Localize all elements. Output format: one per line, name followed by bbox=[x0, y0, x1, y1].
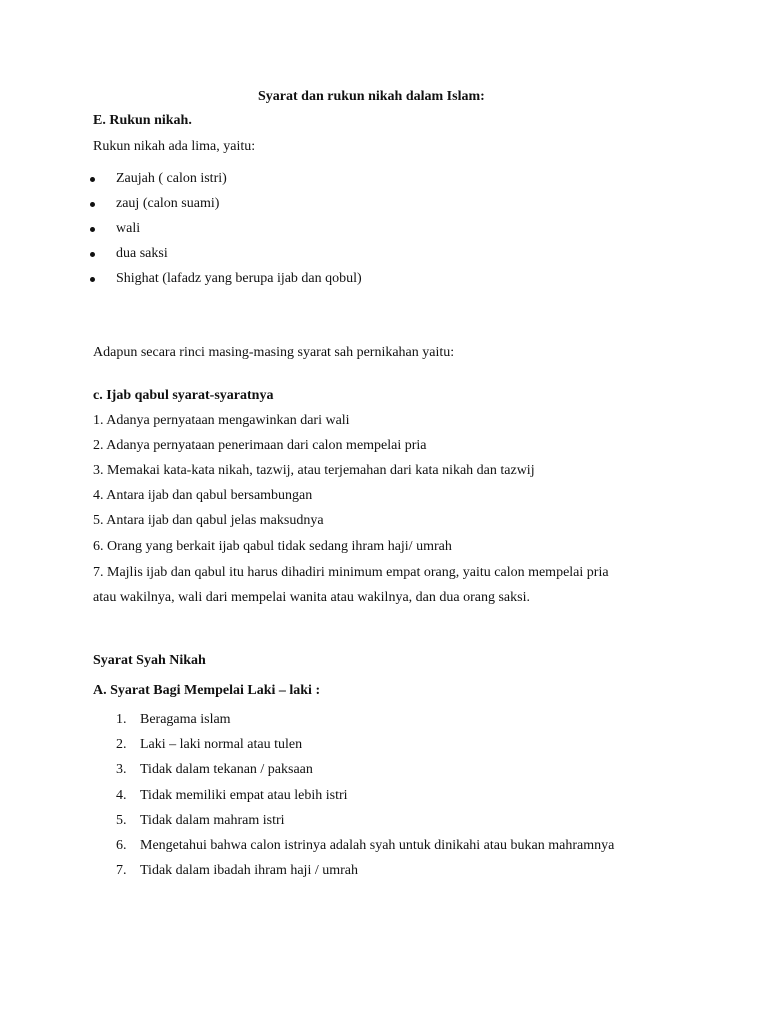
list-item: 5. Antara ijab dan qabul jelas maksudnya bbox=[93, 513, 324, 528]
bullet-text: wali bbox=[116, 221, 141, 236]
bullet-icon bbox=[90, 202, 95, 207]
bullet-icon bbox=[90, 277, 95, 282]
list-text: Laki – laki normal atau tulen bbox=[140, 737, 303, 752]
syarat-mempelai-subheading: A. Syarat Bagi Mempelai Laki – laki : bbox=[93, 683, 321, 698]
list-number: 1. bbox=[116, 712, 127, 727]
detail-intro: Adapun secara rinci masing-masing syarat sah pernikahan yaitu: bbox=[93, 345, 455, 360]
list-item: 3. Memakai kata-kata nikah, tazwij, atau terjemahan dari kata nikah dan tazwij bbox=[93, 463, 535, 478]
list-item: 4. Antara ijab dan qabul bersambungan bbox=[93, 488, 313, 503]
bullet-text: Zaujah ( calon istri) bbox=[116, 171, 227, 186]
syarat-syah-heading: Syarat Syah Nikah bbox=[93, 653, 206, 668]
bullet-icon bbox=[90, 227, 95, 232]
list-text: Tidak memiliki empat atau lebih istri bbox=[140, 788, 348, 803]
list-item: 1. Adanya pernyataan mengawinkan dari wali bbox=[93, 413, 350, 428]
list-text: Beragama islam bbox=[140, 712, 231, 727]
list-text: Tidak dalam tekanan / paksaan bbox=[140, 762, 313, 777]
list-item: 6. Orang yang berkait ijab qabul tidak sedang ihram haji/ umrah bbox=[93, 539, 452, 554]
bullet-text: Shighat (lafadz yang berupa ijab dan qobul) bbox=[116, 271, 362, 286]
bullet-text: dua saksi bbox=[116, 246, 168, 261]
section-e-intro: Rukun nikah ada lima, yaitu: bbox=[93, 139, 256, 154]
list-text: Mengetahui bahwa calon istrinya adalah syah untuk dinikahi atau bukan mahramnya bbox=[140, 838, 615, 853]
list-item: 2. Adanya pernyataan penerimaan dari calon mempelai pria bbox=[93, 438, 427, 453]
bullet-text: zauj (calon suami) bbox=[116, 196, 220, 211]
list-item-continuation: atau wakilnya, wali dari mempelai wanita atau wakilnya, dan dua orang saksi. bbox=[93, 590, 530, 605]
list-text: Tidak dalam mahram istri bbox=[140, 813, 285, 828]
list-number: 3. bbox=[116, 762, 127, 777]
list-number: 4. bbox=[116, 788, 127, 803]
list-number: 5. bbox=[116, 813, 127, 828]
section-c-heading: c. Ijab qabul syarat-syaratnya bbox=[93, 388, 274, 403]
document-title: Syarat dan rukun nikah dalam Islam: bbox=[258, 89, 485, 104]
bullet-icon bbox=[90, 177, 95, 182]
list-number: 6. bbox=[116, 838, 127, 853]
bullet-icon bbox=[90, 252, 95, 257]
list-number: 7. bbox=[116, 863, 127, 878]
list-number: 2. bbox=[116, 737, 127, 752]
list-text: Tidak dalam ibadah ihram haji / umrah bbox=[140, 863, 358, 878]
section-e-heading: E. Rukun nikah. bbox=[93, 113, 192, 128]
list-item: 7. Majlis ijab dan qabul itu harus dihadiri minimum empat orang, yaitu calon mempelai pria bbox=[93, 565, 609, 580]
